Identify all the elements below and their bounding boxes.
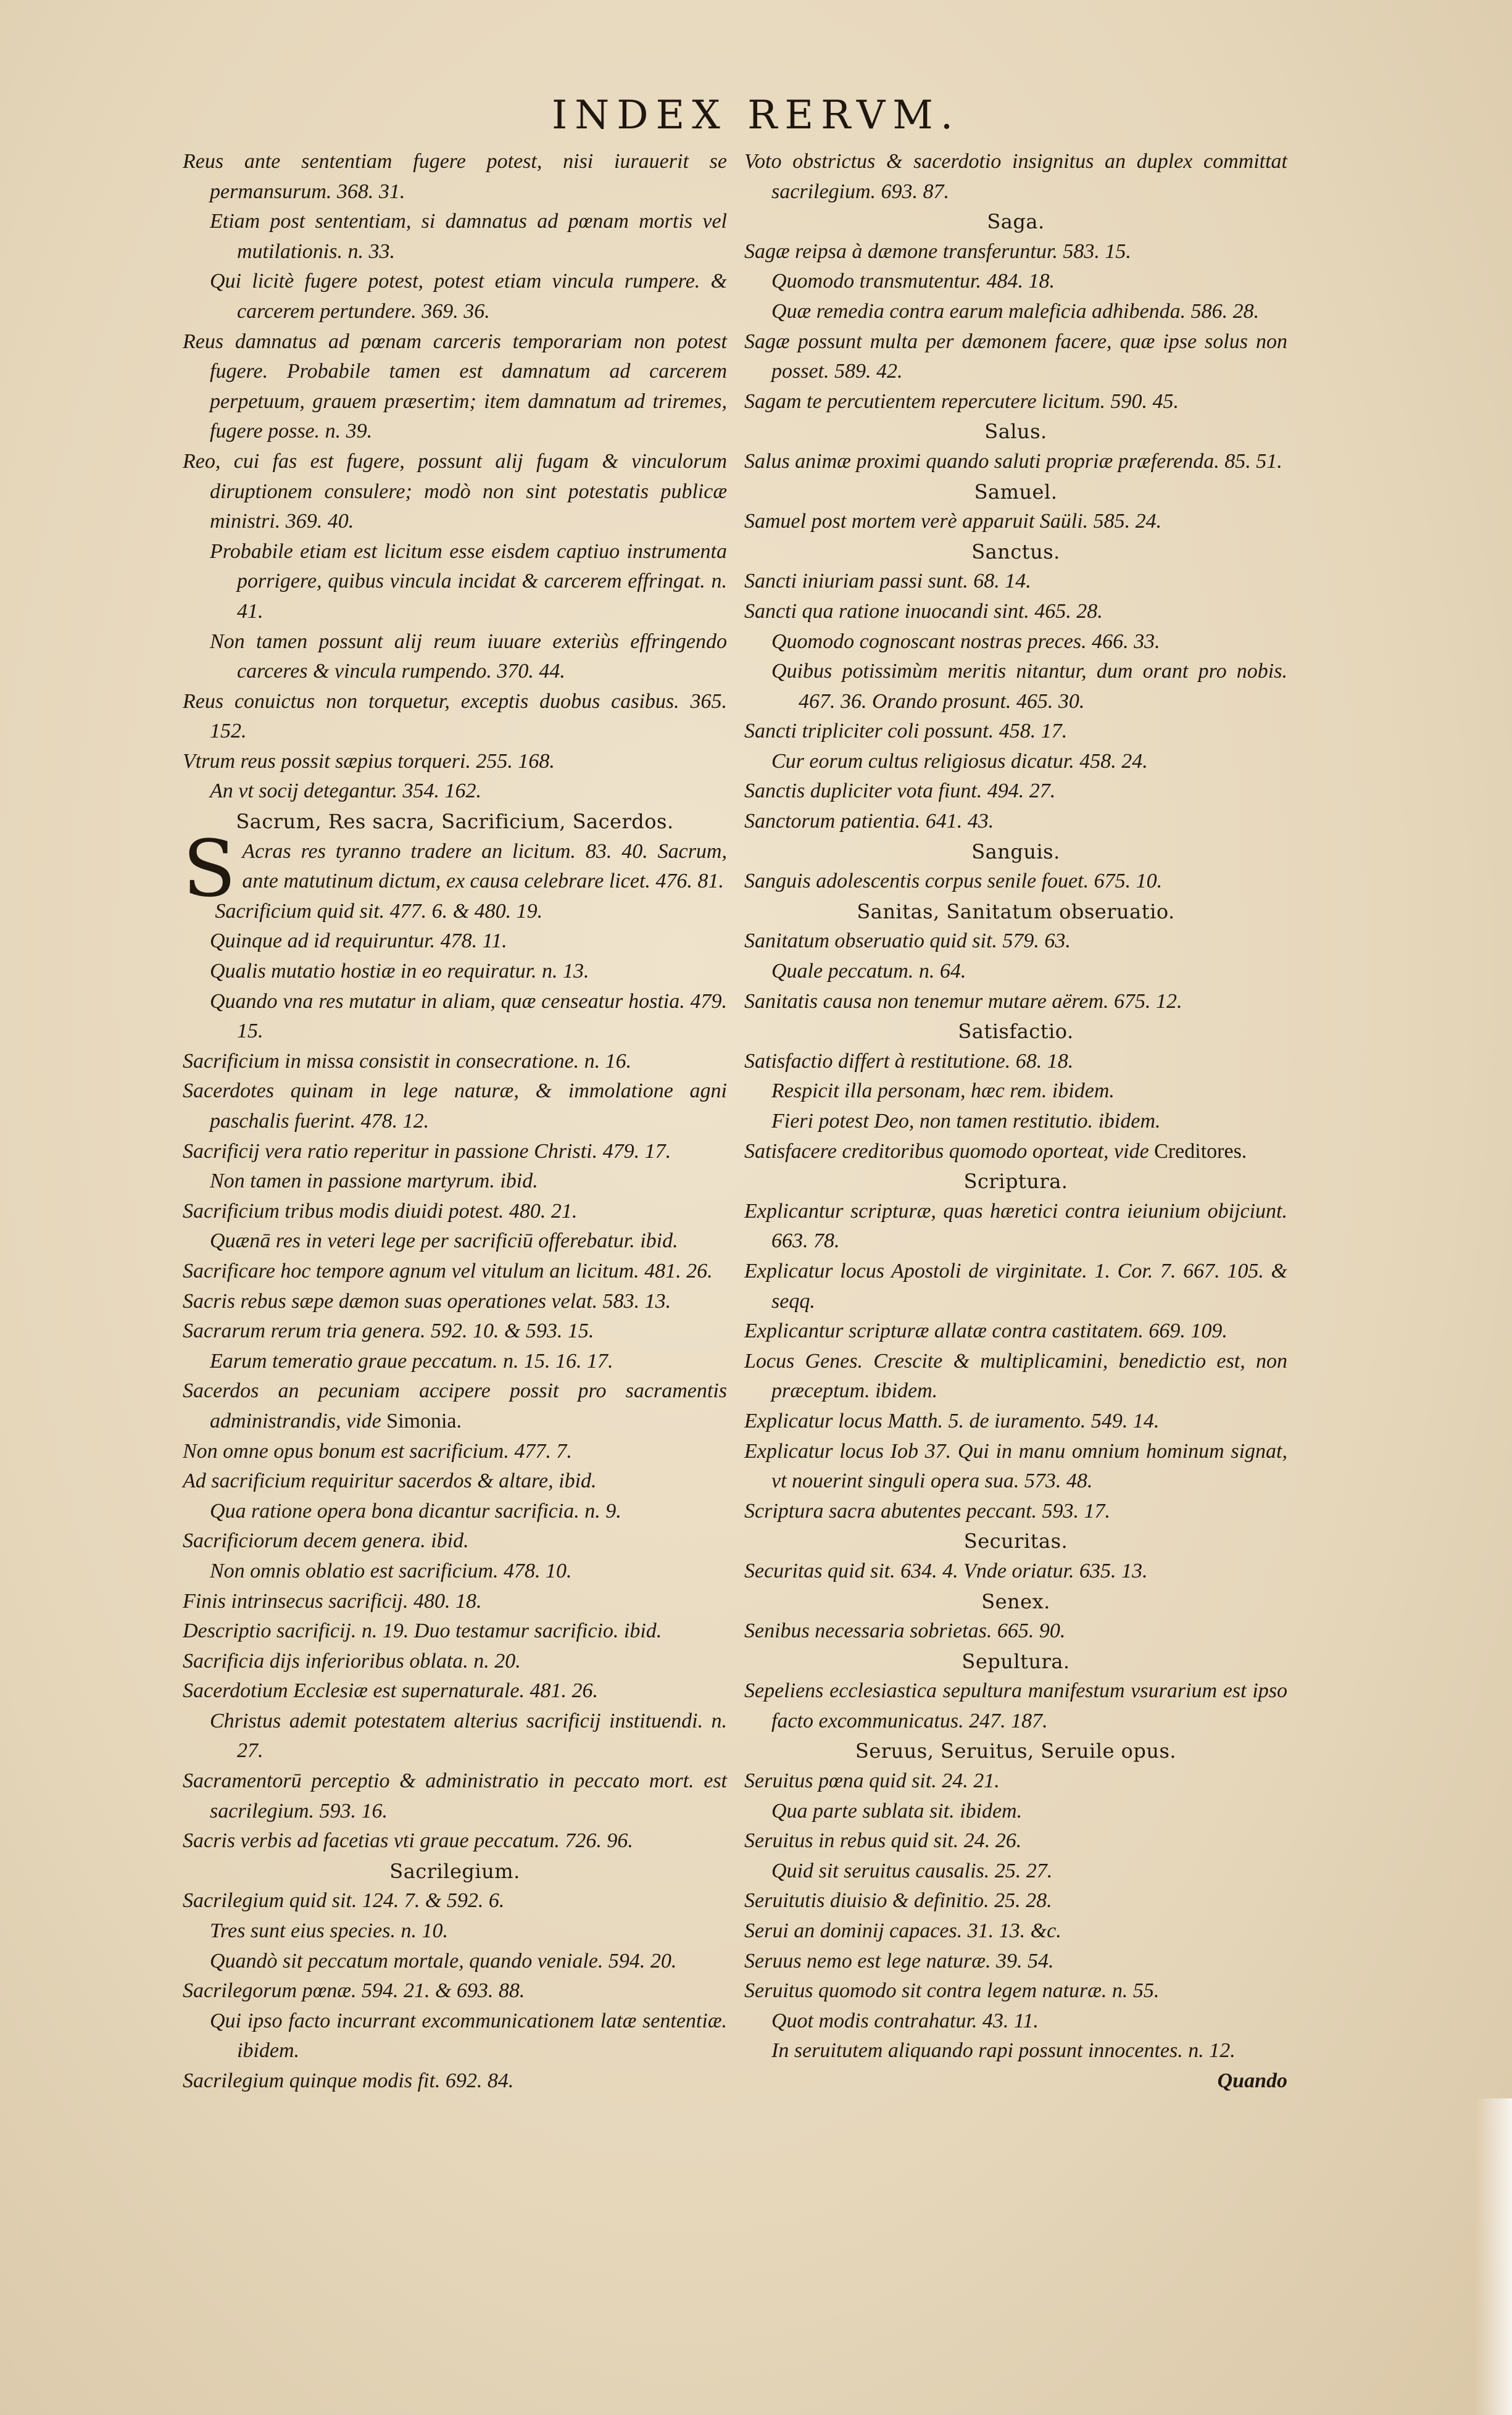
index-entry: Explicatur locus Apostoli de virginitate. 1. Cor. 7. 667. 105. & seqq.: [744, 1259, 1287, 1313]
drop-cap: S: [183, 823, 236, 914]
page-title: INDEX RERVM.: [551, 93, 961, 138]
index-subentry: An vt socij detegantur. 354. 162.: [210, 779, 482, 803]
section-heading: Salus.: [984, 420, 1047, 444]
index-entry: Sacrificij vera ratio reperitur in passione Christi. 479. 17.: [183, 1139, 671, 1163]
section-heading: Satisfactio.: [958, 1020, 1074, 1044]
index-subentry: Qua ratione opera bona dicantur sacrificia. n. 9.: [210, 1499, 621, 1523]
index-subentry: Quid sit seruitus causalis. 25. 27.: [771, 1859, 1053, 1882]
section-heading: Sacrilegium.: [389, 1859, 520, 1883]
index-entry: Sancti iniuriam passi sunt. 68. 14.: [744, 570, 1031, 593]
index-entry: Sancti tripliciter coli possunt. 458. 17.: [744, 720, 1068, 743]
index-subentry: Probabile etiam est licitum esse eisdem captiuo instrumenta porrigere, quibus vincula incidat & carcerem effringat. n. 41.: [210, 539, 727, 623]
index-entry: Sacrilegorum pœnæ. 594. 21. & 693. 88.: [183, 1979, 525, 2003]
index-subentry: Etiam post sententiam, si damnatus ad pœnam mortis vel mutilationis. n. 33.: [210, 210, 727, 263]
index-entry: Securitas quid sit. 634. 4. Vnde oriatur. 635. 13.: [744, 1559, 1148, 1582]
index-subentry: Respicit illa personam, hæc rem. ibidem.: [771, 1079, 1115, 1103]
index-entry: Seruitutis diuisio & definitio. 25. 28.: [744, 1889, 1052, 1913]
index-entry: Sancti qua ratione inuocandi sint. 465. 28.: [744, 599, 1103, 623]
index-subentry: Non tamen possunt alij reum iuuare exteriùs effringendo carceres & vincula rumpendo. 370. 44.: [210, 630, 727, 683]
index-entry: Non omne opus bonum est sacrificium. 477. 7.: [183, 1439, 572, 1463]
index-entry: Sacrificia dijs inferioribus oblata. n. 20.: [183, 1649, 521, 1673]
index-entry: Locus Genes. Crescite & multiplicamini, benedictio est, non præceptum. ibidem.: [744, 1349, 1287, 1403]
index-entry: Sacrarum rerum tria genera. 592. 10. & 593. 15.: [183, 1320, 594, 1343]
section-heading: Sepultura.: [962, 1649, 1070, 1673]
section-heading: Scriptura.: [963, 1170, 1068, 1194]
index-subentry: In seruitutem aliquando rapi possunt innocentes. n. 12.: [771, 2039, 1236, 2063]
index-subentry: Non omnis oblatio est sacrificium. 478. 10.: [210, 1559, 572, 1582]
cross-reference: Creditores.: [1154, 1139, 1247, 1163]
index-subentry: Quot modis contrahatur. 43. 11.: [771, 2009, 1039, 2032]
index-entry: Sacrificium quid sit. 477. 6. & 480. 19.: [215, 899, 543, 923]
index-entry: Sagæ possunt multa per dæmonem facere, quæ ipse solus non posset. 589. 42.: [744, 330, 1287, 383]
index-subentry: Qualis mutatio hostiæ in eo requiratur. n. 13.: [210, 960, 589, 983]
index-entry: Reo, cui fas est fugere, possunt alij fugam & vinculorum diruptionem consulere; modò non sint potestatis publicæ ministri. 369. 40.: [183, 449, 727, 533]
index-subentry: Quæ remedia contra earum maleficia adhibenda. 586. 28.: [771, 299, 1260, 323]
index-entry: Sacrilegium quinque modis fit. 692. 84.: [183, 2069, 514, 2092]
index-entry: Salus animæ proximi quando saluti propriæ præferenda. 85. 51.: [744, 449, 1282, 473]
index-subentry: Cur eorum cultus religiosus dicatur. 458. 24.: [771, 749, 1148, 773]
index-entry: Sacrificiorum decem genera. ibid.: [183, 1529, 469, 1553]
index-subentry: Qui licitè fugere potest, potest etiam vincula rumpere. & carcerem pertundere. 369. 36.: [210, 270, 727, 323]
catchword: Quando: [1217, 2069, 1287, 2092]
index-entry: [744, 1137, 1287, 1167]
index-subentry: Quale peccatum. n. 64.: [771, 960, 966, 983]
index-subentry: Qua parte sublata sit. ibidem.: [771, 1799, 1023, 1823]
index-subentry: Earum temeratio graue peccatum. n. 15. 16. 17.: [210, 1349, 613, 1373]
index-entry: Sacrilegium quid sit. 124. 7. & 592. 6.: [183, 1889, 505, 1913]
index-subentry: Quomodo cognoscant nostras preces. 466. 33.: [771, 630, 1160, 653]
index-entry: Explicatur locus Iob 37. Qui in manu omnium hominum signat, vt nouerint singuli opera sua. 573. 48.: [744, 1439, 1287, 1493]
section-heading: Senex.: [981, 1589, 1050, 1613]
index-entry: Sacris rebus sæpe dæmon suas operationes velat. 583. 13.: [183, 1289, 671, 1313]
index-entry: Explicatur locus Matth. 5. de iuramento. 549. 14.: [744, 1409, 1160, 1432]
index-entry: Samuel post mortem verè apparuit Saüli. 585. 24.: [744, 510, 1162, 533]
index-entry: Sacrificare hoc tempore agnum vel vitulum an licitum. 481. 26.: [183, 1259, 713, 1282]
index-entry: Sanitatum obseruatio quid sit. 579. 63.: [744, 929, 1071, 953]
index-entry: Descriptio sacrificij. n. 19. Duo testamur sacrificio. ibid.: [183, 1619, 662, 1643]
index-subentry: Quomodo transmutentur. 484. 18.: [771, 270, 1055, 293]
page-edge-shadow: [1475, 2098, 1512, 2415]
section-heading: Seruus, Seruitus, Seruile opus.: [855, 1739, 1177, 1763]
index-subentry: Qui ipso facto incurrant excommunicationem latæ sententiæ. ibidem.: [210, 2009, 727, 2063]
index-entry: Reus conuictus non torquetur, exceptis duobus casibus. 365. 152.: [183, 689, 727, 743]
index-subentry: Quibus potissimùm meritis nitantur, dum orant pro nobis. 467. 36. Orando prosunt. 465. 30.: [771, 660, 1287, 713]
index-entry: Voto obstrictus & sacerdotio insignitus an duplex committat sacrilegium. 693. 87.: [744, 150, 1287, 203]
entry-text: Sacerdos an pecuniam accipere possit pro sacramentis administrandis, vide: [183, 1379, 727, 1432]
index-entry: [183, 1376, 727, 1436]
cross-reference: Simonia.: [386, 1409, 462, 1432]
index-entry: Sanitatis causa non tenemur mutare aërem. 675. 12.: [744, 989, 1182, 1013]
index-entry: Sacerdotes quinam in lege naturæ, & immolatione agni paschalis fuerint. 478. 12.: [183, 1079, 727, 1133]
index-entry: Sanguis adolescentis corpus senile fouet. 675. 10.: [744, 870, 1163, 893]
index-entry: Finis intrinsecus sacrificij. 480. 18.: [183, 1589, 482, 1613]
index-entry: Explicantur scripturæ, quas hæretici contra ieiunium obijciunt. 663. 78.: [744, 1199, 1287, 1253]
index-entry: Satisfactio differt à restitutione. 68. 18.: [744, 1049, 1074, 1073]
index-subentry: Quænā res in veteri lege per sacrificiū offerebatur. ibid.: [210, 1229, 678, 1253]
index-entry: Senibus necessaria sobrietas. 665. 90.: [744, 1619, 1066, 1643]
index-entry: Sanctorum patientia. 641. 43.: [744, 810, 994, 833]
index-entry: Sacris verbis ad facetias vti graue peccatum. 726. 96.: [183, 1829, 633, 1853]
index-entry: Scriptura sacra abutentes peccant. 593. 17.: [744, 1499, 1111, 1523]
entry-text: Satisfacere creditoribus quomodo oporteat, vide: [744, 1139, 1155, 1163]
entry-text: Acras res tyranno tradere an licitum. 83. 40. Sacrum, ante matutinum dictum, ex causa celebrare licet. 476. 81.: [242, 839, 727, 893]
index-entry: Reus damnatus ad pœnam carceris temporariam non potest fugere. Probabile tamen est damnatum ad carcerem perpetuum, grauem præsertim; item damnatum ad triremes, fugere posse. n. 39.: [183, 330, 727, 443]
index-entry: Seruitus in rebus quid sit. 24. 26.: [744, 1829, 1022, 1853]
index-entry: Serui an dominij capaces. 31. 13. &c.: [744, 1919, 1061, 1943]
section-heading: Securitas.: [963, 1529, 1068, 1553]
section-heading: Sacrum, Res sacra, Sacrificium, Sacerdos.: [236, 810, 674, 834]
index-entry: Sagæ reipsa à dæmone transferuntur. 583. 15.: [744, 239, 1131, 263]
section-heading: Sanguis.: [971, 839, 1060, 863]
section-heading: Samuel.: [974, 480, 1058, 504]
index-subentry: Quinque ad id requiruntur. 478. 11.: [210, 929, 507, 953]
index-entry: Explicantur scripturæ allatæ contra castitatem. 669. 109.: [744, 1320, 1227, 1343]
index-entry: Seruus nemo est lege naturæ. 39. 54.: [744, 1949, 1054, 1972]
section-heading: Saga.: [987, 210, 1045, 234]
index-entry: Sanctis dupliciter vota fiunt. 494. 27.: [744, 779, 1056, 803]
index-subentry: Quandò sit peccatum mortale, quando veniale. 594. 20.: [210, 1949, 677, 1972]
section-heading: Sanitas, Sanitatum obseruatio.: [857, 899, 1175, 923]
right-column: [744, 147, 1287, 2097]
index-entry: Sepeliens ecclesiastica sepultura manifestum vsurarium est ipso facto excommunicatus. 247. 187.: [744, 1679, 1287, 1732]
index-entry: Sacrificium tribus modis diuidi potest. 480. 21.: [183, 1199, 578, 1223]
index-entry: Seruitus pœna quid sit. 24. 21.: [744, 1769, 1000, 1793]
index-entry: Sacramentorū perceptio & administratio in peccato mort. est sacrilegium. 593. 16.: [183, 1769, 727, 1823]
index-subentry: Fieri potest Deo, non tamen restitutio. ibidem.: [771, 1110, 1161, 1133]
index-subentry: Quando vna res mutatur in aliam, quæ censeatur hostia. 479. 15.: [210, 989, 727, 1043]
index-entry: Sacerdotium Ecclesiæ est supernaturale. 481. 26.: [183, 1679, 598, 1703]
index-subentry: Non tamen in passione martyrum. ibid.: [210, 1170, 538, 1193]
index-subentry: Tres sunt eius species. n. 10.: [210, 1919, 448, 1943]
index-entry: Vtrum reus possit sæpius torqueri. 255. 168.: [183, 749, 555, 773]
section-heading: Sanctus.: [971, 539, 1060, 563]
index-entry: Reus ante sententiam fugere potest, nisi iurauerit se permansurum. 368. 31.: [183, 150, 727, 203]
index-entry: Sagam te percutientem repercutere licitum. 590. 45.: [744, 389, 1179, 413]
index-entry: Seruitus quomodo sit contra legem naturæ. n. 55.: [744, 1979, 1160, 2003]
left-column: [183, 147, 727, 2097]
index-entry: Ad sacrificium requiritur sacerdos & altare, ibid.: [183, 1469, 597, 1493]
index-subentry: Christus ademit potestatem alterius sacrificij instituendi. n. 27.: [210, 1709, 727, 1763]
index-entry: Sacrificium in missa consistit in consecratione. n. 16.: [183, 1049, 632, 1073]
